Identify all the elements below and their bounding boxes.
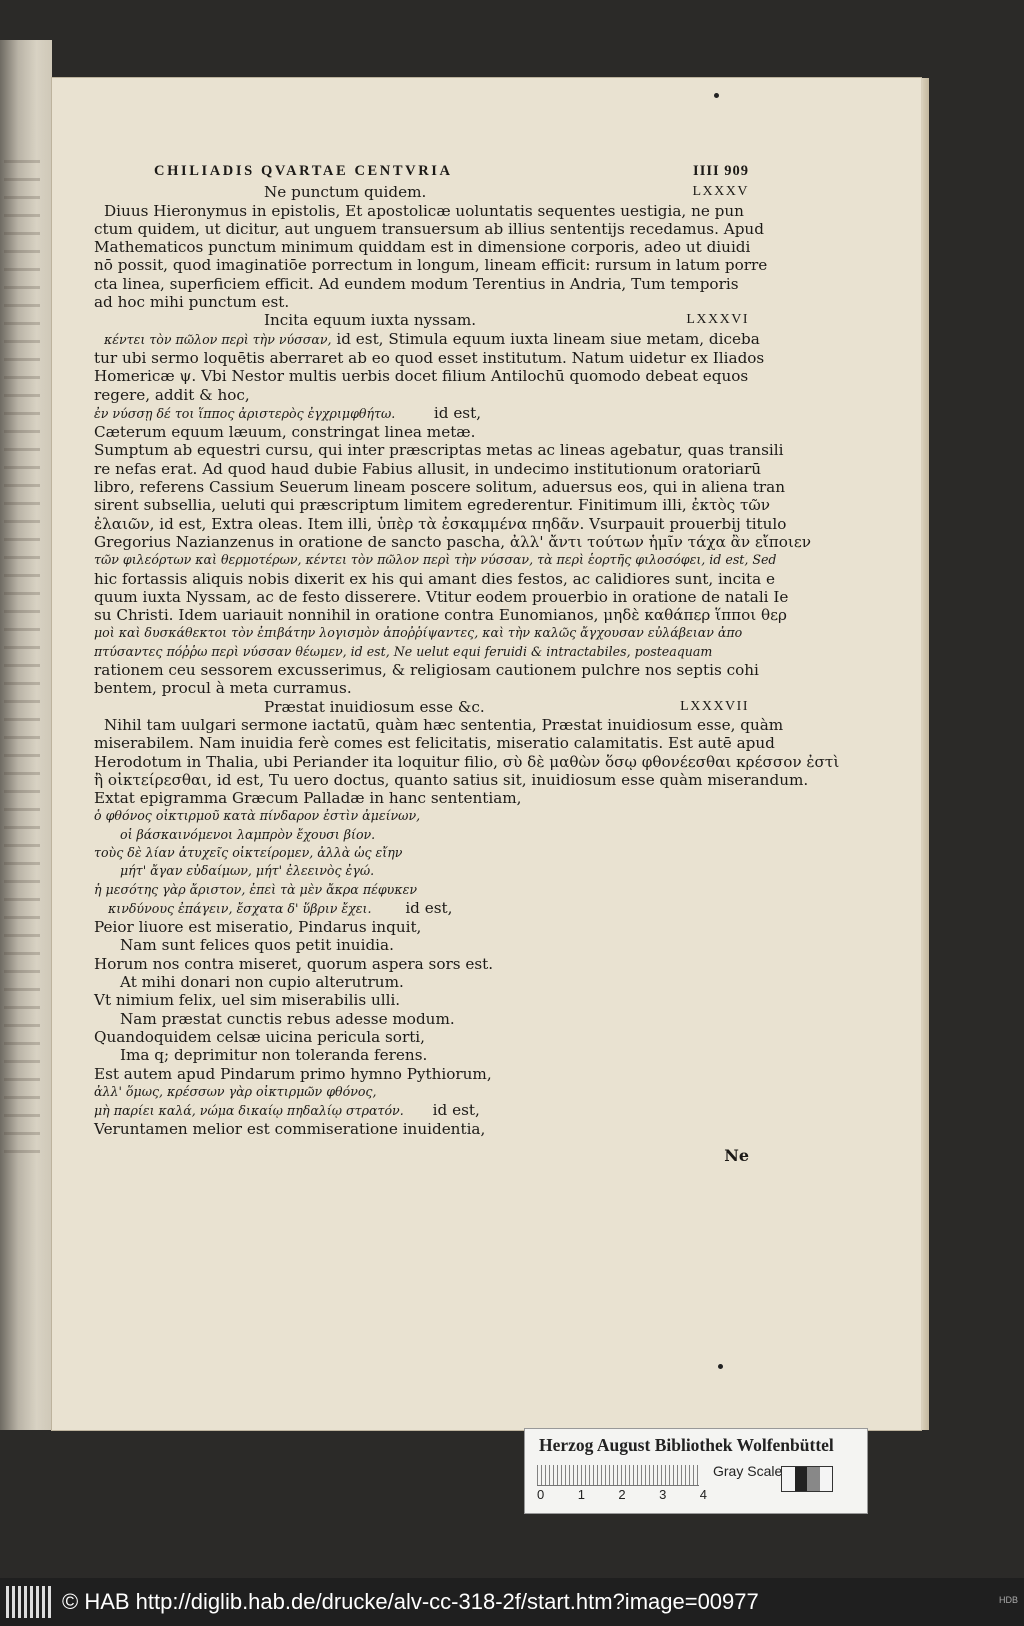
greek-verse: ἡ μεσότης γὰρ ἄριστον, ἐπεὶ τὰ μὲν ἄκρα πέφυκεν bbox=[94, 881, 417, 897]
latin-verse: Vt nimium felix, uel sim miserabilis ulli. bbox=[94, 991, 401, 1010]
library-name: Herzog August Bibliothek Wolfenbüttel bbox=[539, 1435, 834, 1455]
text-line: su Christi. Idem uariauit nonnihil in oratione contra Eunomianos, μηδὲ καθάπερ ἵπποι θερ bbox=[94, 606, 787, 625]
text-line bbox=[94, 404, 749, 423]
latin-verse: Nam sunt felices quos petit inuidia. bbox=[120, 936, 394, 955]
greek-verse: τοὺς δὲ λίαν ἀτυχεῖς οἰκτείρομεν, ἀλλὰ ὡς εἴην bbox=[94, 844, 403, 860]
text-line: Mathematicos punctum minimum quiddam est in dimensione corporis, adeo ut diuidi bbox=[94, 238, 751, 257]
gray-scale-label: Gray Scale bbox=[713, 1463, 783, 1479]
text-line: cta linea, superficiem efficit. Ad eundem modum Terentius in Andria, Tum temporis bbox=[94, 274, 739, 293]
tick-label: 4 bbox=[699, 1487, 707, 1502]
section-title: Incita equum iuxta nyssam. bbox=[264, 311, 477, 330]
text-line: libro, referens Cassium Seuerum lineam poscere solitum, aduersus eos, qui in aliena tran bbox=[94, 478, 786, 497]
left-page-edge bbox=[0, 40, 52, 1430]
section-heading bbox=[94, 311, 749, 329]
gray-scale-swatch bbox=[781, 1466, 833, 1492]
text-line: rationem ceu sessorem excusserimus, & religiosam cautionem pulchre nos septis cohi bbox=[94, 661, 759, 680]
latin-text: id est, bbox=[433, 403, 482, 422]
text-line: re nefas erat. Ad quod haud dubie Fabius allusit, in undecimo institutionum oratoriarū bbox=[94, 459, 762, 478]
ink-spot bbox=[714, 93, 719, 98]
text-line: Extat epigramma Græcum Palladæ in hanc sententiam, bbox=[94, 789, 522, 808]
text-line: regere, addit & hoc, bbox=[94, 385, 250, 404]
running-head-page: IIII 909 bbox=[693, 163, 749, 179]
tick-label: 3 bbox=[659, 1487, 667, 1502]
ink-spot bbox=[718, 1364, 723, 1369]
text-line: Sumptum ab equestri cursu, qui inter præscriptas metas ac lineas agebatur, quas transili bbox=[94, 441, 784, 460]
text-line: Gregorius Nazianzenus in oratione de sancto pascha, ἀλλ' ἄντι τούτων ἡμῖν τάχα ἂν εἴποιεν bbox=[94, 532, 811, 551]
greek-verse: ἀλλ' ὅμως, κρέσσων γὰρ οἰκτιρμῶν φθόνος, bbox=[94, 1083, 377, 1099]
hab-logo-icon bbox=[6, 1586, 52, 1618]
greek-text: ἐν νύσσῃ δέ τοι ἵππος ἀριστερὸς ἐγχριμφθήτω. bbox=[94, 405, 396, 421]
footer-link[interactable]: © HAB http://diglib.hab.de/drucke/alv-cc-318-2f/start.htm?image=00977 bbox=[62, 1589, 759, 1614]
tick-label: 0 bbox=[537, 1487, 545, 1502]
latin-verse: At mihi donari non cupio alterutrum. bbox=[120, 973, 404, 992]
text-line: miserabilem. Nam inuidia ferè comes est felicitatis, miseratio calamitatis. Est autē apud bbox=[94, 734, 775, 753]
latin-verse: Veruntamen melior est commiseratione inuidentia, bbox=[94, 1120, 486, 1139]
greek-verse: οἱ βάσκαινόμενοι λαμπρὸν ἔχουσι βίον. bbox=[120, 826, 376, 842]
greek-verse: μήτ' ἄγαν εὐδαίμων, μήτ' ἐλεεινὸς ἐγώ. bbox=[120, 863, 375, 879]
greek-text: κινδύνους ἐπάγειν, ἔσχατα δ' ὕβριν ἔχει. bbox=[108, 900, 372, 916]
text-line: quum iuxta Nyssam, ac de festo disserere. Vtitur eodem prouerbio in oratione de natali Ie bbox=[94, 587, 789, 606]
section-title: Præstat inuidiosum esse &c. bbox=[264, 697, 485, 716]
latin-text: id est, bbox=[432, 1101, 480, 1120]
text-line bbox=[94, 329, 760, 349]
text-line: Homericæ ψ. Vbi Nestor multis uerbis docet filium Antilochū quomodo debeat equos bbox=[94, 367, 749, 386]
greek-verse: ὁ φθόνος οἰκτιρμοῦ κατὰ πίνδαρον ἐστὶν ἀμείνων, bbox=[94, 808, 421, 824]
page-text bbox=[94, 162, 840, 1165]
bleed-through-text bbox=[4, 160, 40, 1160]
latin-verse: Ima q; deprimitur non toleranda ferens. bbox=[120, 1046, 428, 1065]
text-line: ctum quidem, ut dicitur, aut unguem transuersum ab illius sententijs recedamus. Apud bbox=[94, 219, 764, 238]
text-line: τῶν φιλεόρτων καὶ θερμοτέρων, κέντει τὸν πῶλον περὶ τὴν νύσσαν, τὰ περὶ ἑορτῆς φιλοσόφει, id est, Sed bbox=[94, 552, 777, 568]
text-line: ἢ οἰκτείρεσθαι, id est, Tu uero doctus, quanto satius sit, inuidiosum esse quàm miserandum. bbox=[94, 770, 809, 789]
text-line: hic fortassis aliquis nobis dixerit ex his qui amant dies festos, ac calidiores sunt, incita e bbox=[94, 569, 775, 588]
latin-verse: Peior liuore est miseratio, Pindarus inquit, bbox=[94, 918, 422, 937]
text-line: bentem, procul à meta curramus. bbox=[94, 679, 352, 698]
section-heading bbox=[94, 183, 749, 201]
section-number: LXXXV bbox=[692, 184, 749, 200]
section-heading bbox=[94, 698, 749, 716]
text-line: Nihil tam uulgari sermone iactatū, quàm hæc sententia, Præstat inuidiosum esse, quàm bbox=[104, 715, 784, 734]
tick-label: 2 bbox=[618, 1487, 626, 1502]
running-head-title: CHILIADIS QVARTAE CENTVRIA bbox=[154, 163, 453, 179]
text-line: Diuus Hieronymus in epistolis, Et apostolicæ uoluntatis sequentes uestigia, ne pun bbox=[104, 201, 744, 220]
text-line: ἐλαιῶν, id est, Extra oleas. Item illi, ὑπὲρ τὰ ἐσκαμμένα πηδᾶν. Vsurpauit prouerbij titulo bbox=[94, 514, 787, 533]
ruler-ticks bbox=[537, 1487, 707, 1502]
latin-verse: Quandoquidem celsæ uicina pericula sorti, bbox=[94, 1027, 425, 1046]
text-line: ad hoc mihi punctum est. bbox=[94, 293, 290, 312]
section-title: Ne punctum quidem. bbox=[264, 183, 427, 202]
running-head bbox=[94, 162, 749, 180]
greek-verse bbox=[94, 899, 749, 918]
greek-verse bbox=[94, 1101, 749, 1120]
footer-small-text: HDB bbox=[998, 1595, 1018, 1605]
footer-bar bbox=[0, 1578, 1024, 1626]
text-line: sirent subsellia, ueluti qui præscriptum limitem egrederentur. Finitimum illi, ἐκτὸς τῶν bbox=[94, 496, 771, 515]
greek-text: κέντει τὸν πῶλον περὶ τὴν νύσσαν, bbox=[104, 331, 332, 347]
scale-ruler bbox=[537, 1465, 699, 1486]
latin-text: id est, bbox=[405, 898, 453, 917]
latin-verse: Nam præstat cunctis rebus adesse modum. bbox=[120, 1009, 455, 1028]
tick-label: 1 bbox=[577, 1487, 585, 1502]
text-line: μοὶ καὶ δυσκάθεκτοι τὸν ἐπιβάτην λογισμὸν ἀποῤῥίψαντες, καὶ τὴν καλῶς ἄγχουσαν εὐλάβειαν ἀπο bbox=[94, 625, 743, 641]
catchword: Ne bbox=[724, 1145, 749, 1165]
text-line: Cæterum equum læuum, constringat linea metæ. bbox=[94, 423, 476, 442]
text-line: tur ubi sermo loquētis aberraret ab eo quod esset institutum. Natum uidetur ex Iliados bbox=[94, 348, 765, 367]
latin-verse: Horum nos contra miseret, quorum aspera sors est. bbox=[94, 954, 494, 973]
text-line: Est autem apud Pindarum primo hymno Pythiorum, bbox=[94, 1064, 492, 1083]
book-page bbox=[52, 78, 921, 1430]
text-line: πτύσαντες πόῤῥω περὶ νύσσαν θέωμεν, id est, Ne uelut equi feruidi & intractabiles, posteaquam bbox=[94, 643, 713, 659]
section-number: LXXXVII bbox=[680, 698, 749, 714]
latin-text: id est, Stimula equum iuxta lineam siue metam, diceba bbox=[331, 329, 760, 348]
text-line: Herodotum in Thalia, ubi Periander ita loquitur filio, σὺ δὲ μαθὼν ὅσῳ φθονέεσθαι κρέσσον ἐστὶ bbox=[94, 752, 840, 771]
section-number: LXXXVI bbox=[686, 312, 749, 328]
greek-text: μὴ παρίει καλά, νώμα δικαίῳ πηδαλίῳ στρατόν. bbox=[94, 1103, 404, 1119]
text-line: nō possit, quod imaginatiōe porrectum in longum, lineam efficit: rursum in latum porre bbox=[94, 256, 768, 275]
library-color-card bbox=[524, 1428, 868, 1514]
